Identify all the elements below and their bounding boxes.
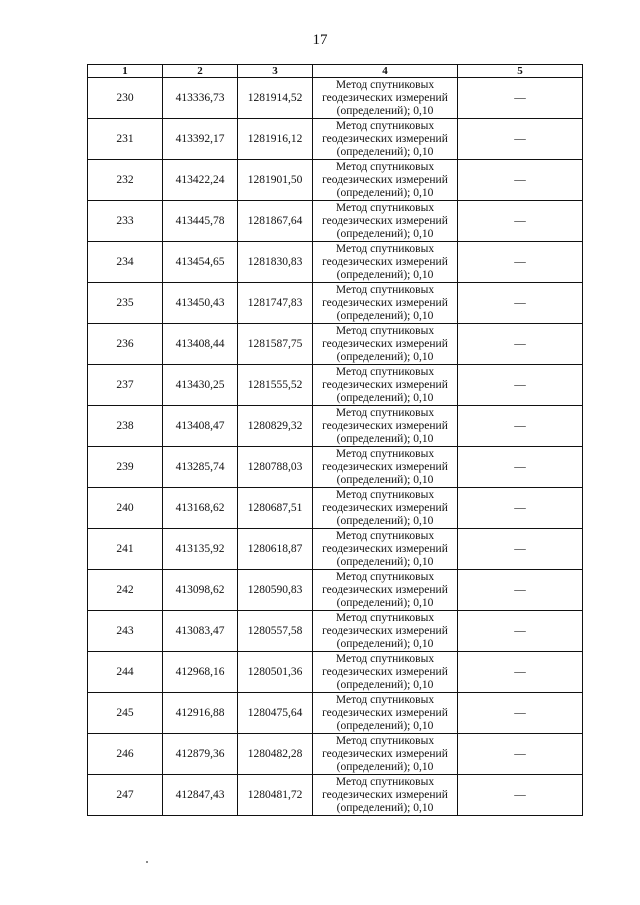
table-row xyxy=(88,283,583,324)
method-cell xyxy=(313,529,458,570)
x-coordinate-cell: 413285,74 xyxy=(163,447,238,488)
note-cell: — xyxy=(458,734,583,775)
header-col-1: 1 xyxy=(88,65,163,78)
method-cell xyxy=(313,201,458,242)
table-row xyxy=(88,775,583,816)
method-line: (определений); 0,10 xyxy=(336,760,434,773)
point-number-cell: 234 xyxy=(88,242,163,283)
x-coordinate-cell: 413083,47 xyxy=(163,611,238,652)
point-number-cell: 230 xyxy=(88,78,163,119)
method-line: Метод спутниковых xyxy=(335,160,435,173)
note-cell: — xyxy=(458,488,583,529)
method-line: геодезических измерений xyxy=(322,296,448,309)
point-number-cell: 239 xyxy=(88,447,163,488)
y-coordinate-cell: 1280482,28 xyxy=(238,734,313,775)
y-coordinate-cell: 1280501,36 xyxy=(238,652,313,693)
method-line: Метод спутниковых xyxy=(335,570,435,583)
method-line: Метод спутниковых xyxy=(335,734,435,747)
method-cell xyxy=(313,693,458,734)
method-line: Метод спутниковых xyxy=(335,775,435,788)
y-coordinate-cell: 1281867,64 xyxy=(238,201,313,242)
y-coordinate-cell: 1281901,50 xyxy=(238,160,313,201)
method-line: Метод спутниковых xyxy=(335,78,435,91)
method-line: Метод спутниковых xyxy=(335,693,435,706)
method-line: (определений); 0,10 xyxy=(336,719,434,732)
note-cell: — xyxy=(458,283,583,324)
y-coordinate-cell: 1281587,75 xyxy=(238,324,313,365)
method-cell xyxy=(313,570,458,611)
method-cell xyxy=(313,119,458,160)
method-line: геодезических измерений xyxy=(322,337,448,350)
note-cell: — xyxy=(458,775,583,816)
method-line: геодезических измерений xyxy=(322,419,448,432)
method-line: геодезических измерений xyxy=(322,583,448,596)
x-coordinate-cell: 413336,73 xyxy=(163,78,238,119)
point-number-cell: 232 xyxy=(88,160,163,201)
x-coordinate-cell: 413168,62 xyxy=(163,488,238,529)
method-line: геодезических измерений xyxy=(322,378,448,391)
method-line: (определений); 0,10 xyxy=(336,555,434,568)
method-cell xyxy=(313,734,458,775)
method-line: Метод спутниковых xyxy=(335,201,435,214)
method-line: геодезических измерений xyxy=(322,624,448,637)
method-line: геодезических измерений xyxy=(322,255,448,268)
note-cell: — xyxy=(458,529,583,570)
table-row xyxy=(88,488,583,529)
y-coordinate-cell: 1281555,52 xyxy=(238,365,313,406)
note-cell: — xyxy=(458,242,583,283)
x-coordinate-cell: 413422,24 xyxy=(163,160,238,201)
point-number-cell: 246 xyxy=(88,734,163,775)
point-number-cell: 238 xyxy=(88,406,163,447)
method-line: геодезических измерений xyxy=(322,132,448,145)
point-number-cell: 247 xyxy=(88,775,163,816)
table-row xyxy=(88,119,583,160)
point-number-cell: 233 xyxy=(88,201,163,242)
table-body xyxy=(88,78,583,816)
header-col-3: 3 xyxy=(238,65,313,78)
note-cell: — xyxy=(458,570,583,611)
y-coordinate-cell: 1280481,72 xyxy=(238,775,313,816)
method-line: геодезических измерений xyxy=(322,460,448,473)
method-line: Метод спутниковых xyxy=(335,324,435,337)
page-number: 17 xyxy=(312,32,328,48)
method-line: Метод спутниковых xyxy=(335,119,435,132)
table-row xyxy=(88,529,583,570)
x-coordinate-cell: 413392,17 xyxy=(163,119,238,160)
note-cell: — xyxy=(458,160,583,201)
method-cell xyxy=(313,488,458,529)
table-row xyxy=(88,78,583,119)
method-line: (определений); 0,10 xyxy=(336,637,434,650)
note-cell: — xyxy=(458,652,583,693)
method-line: геодезических измерений xyxy=(322,706,448,719)
method-cell xyxy=(313,160,458,201)
method-cell xyxy=(313,447,458,488)
table-row xyxy=(88,734,583,775)
method-line: Метод спутниковых xyxy=(335,529,435,542)
table-row xyxy=(88,611,583,652)
table-row xyxy=(88,160,583,201)
point-number-cell: 245 xyxy=(88,693,163,734)
method-line: (определений); 0,10 xyxy=(336,514,434,527)
x-coordinate-cell: 412879,36 xyxy=(163,734,238,775)
method-line: (определений); 0,10 xyxy=(336,104,434,117)
method-line: Метод спутниковых xyxy=(335,611,435,624)
method-line: (определений); 0,10 xyxy=(336,473,434,486)
method-cell xyxy=(313,365,458,406)
method-line: (определений); 0,10 xyxy=(336,391,434,404)
note-cell: — xyxy=(458,611,583,652)
note-cell: — xyxy=(458,119,583,160)
method-line: (определений); 0,10 xyxy=(336,596,434,609)
x-coordinate-cell: 413445,78 xyxy=(163,201,238,242)
y-coordinate-cell: 1280557,58 xyxy=(238,611,313,652)
table-row xyxy=(88,242,583,283)
point-number-cell: 231 xyxy=(88,119,163,160)
header-row xyxy=(88,65,583,78)
method-line: геодезических измерений xyxy=(322,91,448,104)
method-cell xyxy=(313,283,458,324)
scan-speck xyxy=(146,861,148,863)
method-line: геодезических измерений xyxy=(322,501,448,514)
method-line: Метод спутниковых xyxy=(335,488,435,501)
method-line: (определений); 0,10 xyxy=(336,186,434,199)
header-col-5: 5 xyxy=(458,65,583,78)
method-line: (определений); 0,10 xyxy=(336,145,434,158)
method-line: геодезических измерений xyxy=(322,747,448,760)
point-number-cell: 244 xyxy=(88,652,163,693)
method-line: Метод спутниковых xyxy=(335,365,435,378)
y-coordinate-cell: 1280590,83 xyxy=(238,570,313,611)
point-number-cell: 237 xyxy=(88,365,163,406)
table-row xyxy=(88,652,583,693)
method-line: геодезических измерений xyxy=(322,788,448,801)
x-coordinate-cell: 413430,25 xyxy=(163,365,238,406)
method-line: (определений); 0,10 xyxy=(336,227,434,240)
x-coordinate-cell: 413454,65 xyxy=(163,242,238,283)
point-number-cell: 235 xyxy=(88,283,163,324)
method-line: Метод спутниковых xyxy=(335,652,435,665)
method-cell xyxy=(313,406,458,447)
coordinates-table xyxy=(87,64,583,816)
method-line: (определений); 0,10 xyxy=(336,268,434,281)
note-cell: — xyxy=(458,693,583,734)
note-cell: — xyxy=(458,447,583,488)
method-line: геодезических измерений xyxy=(322,173,448,186)
y-coordinate-cell: 1281916,12 xyxy=(238,119,313,160)
y-coordinate-cell: 1280829,32 xyxy=(238,406,313,447)
method-line: (определений); 0,10 xyxy=(336,678,434,691)
method-line: (определений); 0,10 xyxy=(336,801,434,814)
y-coordinate-cell: 1281914,52 xyxy=(238,78,313,119)
method-cell xyxy=(313,78,458,119)
x-coordinate-cell: 413408,44 xyxy=(163,324,238,365)
note-cell: — xyxy=(458,78,583,119)
method-line: геодезических измерений xyxy=(322,542,448,555)
x-coordinate-cell: 412847,43 xyxy=(163,775,238,816)
point-number-cell: 240 xyxy=(88,488,163,529)
method-line: геодезических измерений xyxy=(322,214,448,227)
table-row xyxy=(88,693,583,734)
x-coordinate-cell: 413135,92 xyxy=(163,529,238,570)
note-cell: — xyxy=(458,324,583,365)
x-coordinate-cell: 413408,47 xyxy=(163,406,238,447)
y-coordinate-cell: 1280475,64 xyxy=(238,693,313,734)
table-row xyxy=(88,570,583,611)
header-col-2: 2 xyxy=(163,65,238,78)
y-coordinate-cell: 1280618,87 xyxy=(238,529,313,570)
header-col-4: 4 xyxy=(313,65,458,78)
method-line: (определений); 0,10 xyxy=(336,309,434,322)
note-cell: — xyxy=(458,201,583,242)
table-row xyxy=(88,324,583,365)
x-coordinate-cell: 412968,16 xyxy=(163,652,238,693)
point-number-cell: 236 xyxy=(88,324,163,365)
method-line: Метод спутниковых xyxy=(335,283,435,296)
x-coordinate-cell: 412916,88 xyxy=(163,693,238,734)
table-row xyxy=(88,365,583,406)
method-line: (определений); 0,10 xyxy=(336,432,434,445)
y-coordinate-cell: 1280687,51 xyxy=(238,488,313,529)
method-line: Метод спутниковых xyxy=(335,447,435,460)
table-row xyxy=(88,447,583,488)
method-line: Метод спутниковых xyxy=(335,242,435,255)
x-coordinate-cell: 413098,62 xyxy=(163,570,238,611)
method-cell xyxy=(313,611,458,652)
method-cell xyxy=(313,242,458,283)
method-cell xyxy=(313,775,458,816)
table-row xyxy=(88,406,583,447)
y-coordinate-cell: 1281747,83 xyxy=(238,283,313,324)
note-cell: — xyxy=(458,406,583,447)
point-number-cell: 243 xyxy=(88,611,163,652)
point-number-cell: 241 xyxy=(88,529,163,570)
method-cell xyxy=(313,652,458,693)
method-line: Метод спутниковых xyxy=(335,406,435,419)
point-number-cell: 242 xyxy=(88,570,163,611)
y-coordinate-cell: 1280788,03 xyxy=(238,447,313,488)
y-coordinate-cell: 1281830,83 xyxy=(238,242,313,283)
method-line: (определений); 0,10 xyxy=(336,350,434,363)
table-row xyxy=(88,201,583,242)
method-cell xyxy=(313,324,458,365)
note-cell: — xyxy=(458,365,583,406)
x-coordinate-cell: 413450,43 xyxy=(163,283,238,324)
method-line: геодезических измерений xyxy=(322,665,448,678)
